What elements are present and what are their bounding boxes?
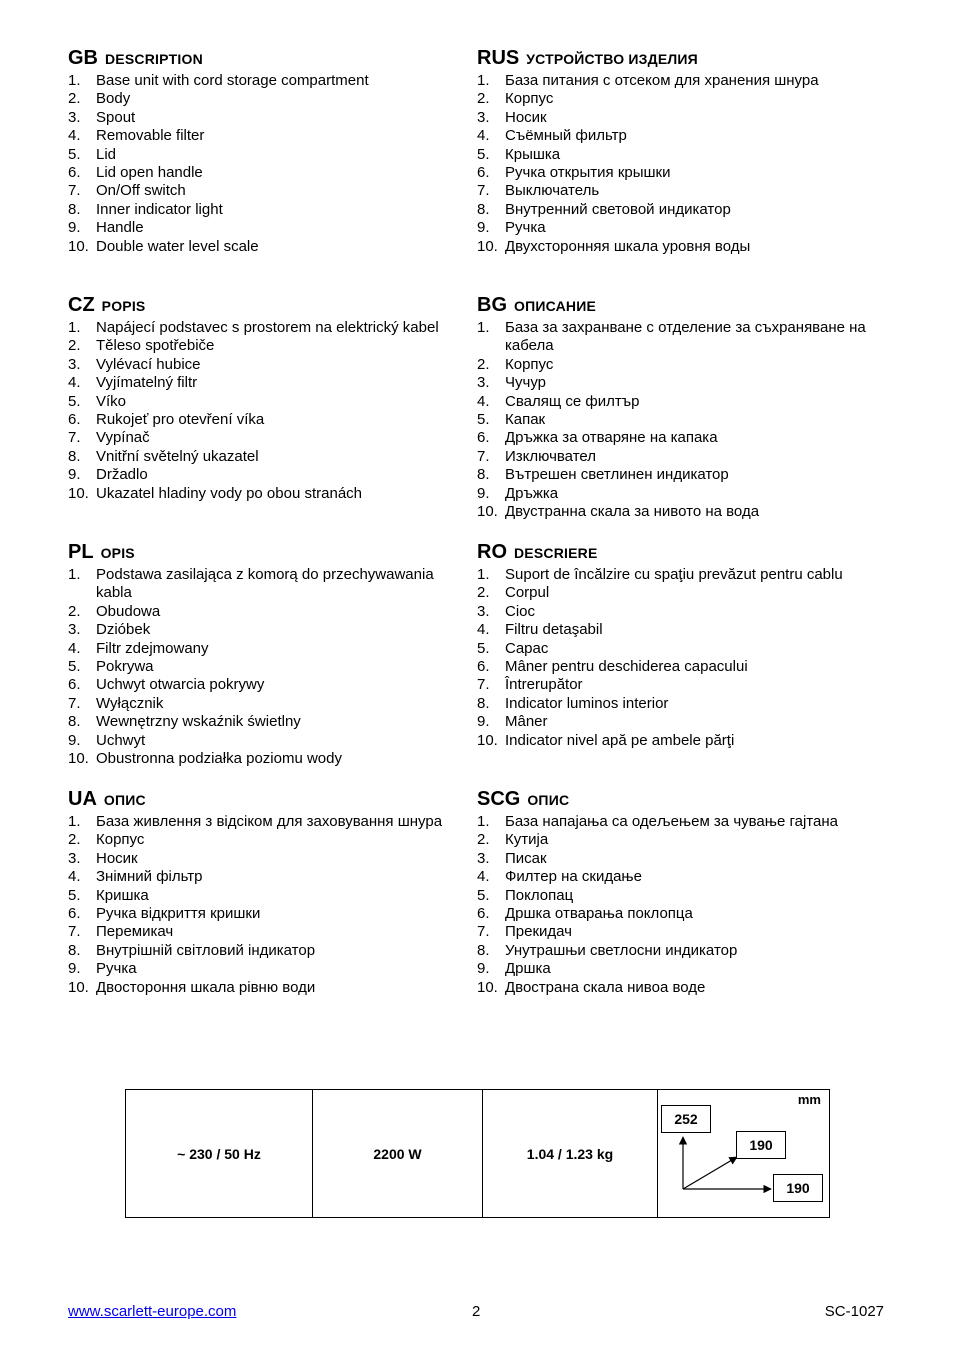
item-text: Носик [96,849,138,867]
list-item [68,429,468,447]
item-number: 8. [68,447,81,465]
list-item [477,164,877,182]
right-column [477,45,877,1033]
item-text: Base unit with cord storage compartment [96,72,369,89]
section-title: ОПИСАНИЕ [514,298,596,314]
list-item [477,393,877,411]
list-item [68,750,468,768]
list-item [68,448,468,466]
item-number: 3. [477,108,490,126]
section-ua [68,786,468,1033]
list-item [477,603,877,621]
depth-arrow [683,1157,737,1189]
item-text: Кришка [96,886,149,904]
model-number: SC-1027 [824,1303,884,1320]
item-number: 3. [477,374,490,392]
item-number: 10. [68,484,89,502]
section-title: ОПИС [103,792,146,808]
dimensions-diagram [658,1090,829,1217]
section-heading [68,292,468,319]
list-item [477,90,877,108]
specifications-table [125,1089,830,1218]
item-text: Двостороння шкала рівню води [96,978,316,996]
item-text: Mâner pentru deschiderea capacului [505,658,748,676]
section-gb [68,45,468,292]
parts-list [68,813,468,997]
section-title: POPIS [101,298,146,314]
item-number: 10. [68,237,89,255]
list-item [68,960,468,978]
item-text: Wyłącznik [96,694,164,712]
item-number: 7. [477,447,490,465]
list-item [68,676,468,694]
list-item [68,485,468,503]
item-number: 8. [477,466,490,484]
item-text: Дръжка [505,484,559,502]
list-item [68,658,468,676]
list-item [68,90,468,108]
item-number: 4. [477,127,490,145]
dimensions-cell [658,1090,830,1218]
item-number: 3. [68,108,81,126]
item-number: 8. [477,200,490,218]
list-item [477,923,877,941]
item-text: Вътрешен светлинен индикатор [505,466,729,484]
item-number: 2. [68,831,81,849]
list-item [68,201,468,219]
item-text: Vyjímatelný filtr [96,374,198,392]
item-number: 3. [68,621,81,639]
item-number: 5. [68,145,81,163]
item-text: Ручка открытия крышки [505,164,671,182]
item-text: Obustronna podziałka poziomu wody [96,750,342,768]
item-text: Съёмный фильтр [505,127,627,145]
list-item [477,72,877,90]
item-number: 1. [68,813,81,830]
list-item [477,182,877,200]
list-item [477,695,877,713]
item-text: Ручка [505,219,546,237]
list-item [68,942,468,960]
item-text: Lid open handle [96,164,203,182]
list-item [68,319,468,337]
item-text: Removable filter [96,127,205,145]
parts-list [477,319,877,521]
item-text: On/Off switch [96,182,186,200]
section-scg [477,786,877,1033]
section-rus [477,45,877,292]
section-heading [68,786,468,813]
item-text: Писак [505,849,547,867]
item-number: 6. [68,905,81,923]
item-number: 5. [68,886,81,904]
language-code: SCG [477,788,521,810]
list-item [68,831,468,849]
list-item [68,72,468,90]
item-number: 2. [68,90,81,108]
list-item [477,127,877,145]
section-heading [477,786,877,813]
item-text: Ukazatel hladiny vody po obou stranách [96,484,363,502]
item-number: 2. [477,831,490,849]
list-item [68,713,468,731]
list-item [68,905,468,923]
item-text: Capac [505,639,549,657]
list-item [477,621,877,639]
weight-cell: 1.04 / 1.23 kg [483,1090,658,1218]
item-number: 6. [477,905,490,923]
list-item [68,127,468,145]
item-number: 7. [68,923,81,941]
item-text: Крышка [505,145,561,163]
item-text: Носик [505,108,547,126]
item-number: 4. [68,868,81,886]
item-number: 5. [477,886,490,904]
item-number: 7. [477,182,490,200]
item-number: 9. [68,960,81,978]
item-text: Корпус [505,90,554,108]
list-item [68,337,468,355]
item-number: 6. [477,429,490,447]
list-item [477,109,877,127]
list-item [477,411,877,429]
list-item [477,640,877,658]
item-text: Филтер на скидање [505,868,642,886]
list-item [68,566,468,603]
item-number: 1. [477,319,490,336]
item-text: Vnitřní světelný ukazatel [96,447,259,465]
item-text: Vylévací hubice [96,355,201,373]
item-number: 3. [68,355,81,373]
list-item [477,658,877,676]
item-text: Indicator luminos interior [505,694,669,712]
item-number: 2. [68,337,81,355]
voltage-cell: ~ 230 / 50 Hz [126,1090,313,1218]
list-item [477,979,877,997]
list-item [477,429,877,447]
item-number: 2. [477,355,490,373]
item-number: 3. [68,849,81,867]
parts-list [477,72,877,256]
item-text: Handle [96,219,144,237]
item-text: Pokrywa [96,658,154,676]
section-heading [477,292,877,319]
list-item [477,942,877,960]
item-text: Перемикач [96,923,174,941]
item-text: Двухсторонняя шкала уровня воды [505,237,751,255]
item-text: Двострана скала нивоа воде [505,978,706,996]
item-number: 10. [477,503,498,521]
item-text: База живлення з відсіком для заховування шнура [96,813,443,830]
list-item [477,503,877,521]
item-number: 2. [477,90,490,108]
item-number: 3. [477,849,490,867]
item-text: Držadlo [96,466,148,484]
item-text: Прекидач [505,923,572,941]
item-text: Obudowa [96,602,161,620]
list-item [477,356,877,374]
item-number: 5. [477,639,490,657]
list-item [68,238,468,256]
height-value: 252 [661,1105,711,1133]
item-text: Дръжка за отваряне на капака [505,429,718,447]
list-item [68,813,468,831]
item-number: 7. [68,694,81,712]
item-number: 1. [477,566,490,583]
list-item [68,695,468,713]
item-text: Чучур [505,374,546,392]
list-item [477,448,877,466]
item-text: Rukojeť pro otevření víka [96,411,265,429]
item-text: Filtru detaşabil [505,621,603,639]
item-text: Întrerupător [505,676,583,694]
item-number: 2. [68,602,81,620]
section-cz [68,292,468,539]
item-text: Дршка отварања поклопца [505,905,693,923]
item-number: 8. [68,713,81,731]
item-number: 6. [68,164,81,182]
item-text: Капак [505,411,546,429]
item-number: 8. [68,941,81,959]
item-number: 5. [68,658,81,676]
language-code: CZ [68,294,95,316]
language-code: BG [477,294,507,316]
item-text: Indicator nivel apă pe ambele părţi [505,731,735,749]
item-number: 2. [477,584,490,602]
item-number: 6. [68,411,81,429]
list-item [68,923,468,941]
item-text: Inner indicator light [96,200,223,218]
item-text: Унутрашњи светлосни индикатор [505,941,738,959]
item-text: Spout [96,108,136,126]
left-column [68,45,468,1033]
item-text: База питания с отсеком для хранения шнура [505,72,819,89]
item-number: 5. [68,392,81,410]
parts-list [477,566,877,750]
item-text: Ручка відкриття кришки [96,905,261,923]
item-number: 10. [477,978,498,996]
list-item [477,676,877,694]
item-number: 10. [68,978,89,996]
item-text: Corpul [505,584,550,602]
parts-list [477,813,877,997]
item-number: 3. [477,602,490,620]
list-item [68,887,468,905]
list-item [68,374,468,392]
item-number: 6. [477,164,490,182]
parts-list [68,72,468,256]
section-title: OPIS [100,545,135,561]
item-text: Корпус [505,355,554,373]
item-text: Двустранна скала за нивото на вода [505,503,760,521]
section-title: ОПИС [527,792,570,808]
section-pl [68,539,468,786]
item-text: Těleso spotřebiče [96,337,215,355]
item-number: 9. [68,731,81,749]
item-number: 7. [68,182,81,200]
list-item [477,887,877,905]
parts-list [68,566,468,768]
item-number: 9. [68,466,81,484]
item-text: Vypínač [96,429,150,447]
item-number: 9. [477,960,490,978]
item-number: 8. [477,941,490,959]
item-text: Suport de încălzire cu spaţiu prevăzut pentru cablu [505,566,843,583]
language-code: GB [68,47,98,69]
item-number: 1. [68,319,81,336]
item-number: 7. [477,676,490,694]
list-item [68,356,468,374]
item-text: Свалящ се филтър [505,392,640,410]
power-cell: 2200 W [313,1090,483,1218]
list-item [477,732,877,750]
list-item [68,466,468,484]
item-number: 4. [68,639,81,657]
list-item [68,393,468,411]
language-code: RUS [477,47,520,69]
item-text: Víko [96,392,127,410]
item-number: 1. [68,566,81,583]
list-item [68,979,468,997]
item-number: 4. [477,868,490,886]
item-text: Napájecí podstavec s prostorem na elektrický kabel [96,319,439,336]
item-text: Dzióbek [96,621,151,639]
section-heading [477,539,877,566]
item-text: Uchwyt [96,731,146,749]
item-number: 5. [477,411,490,429]
item-text: База за захранване с отделение за съхраняване на кабела [505,319,866,355]
list-item [477,566,877,584]
list-item [477,905,877,923]
section-bg [477,292,877,539]
list-item [477,238,877,256]
item-text: Filtr zdejmowany [96,639,209,657]
item-text: Корпус [96,831,145,849]
list-item [477,850,877,868]
item-text: Поклопац [505,886,574,904]
item-number: 9. [477,713,490,731]
list-item [68,640,468,658]
list-item [68,621,468,639]
item-number: 4. [68,127,81,145]
language-code: RO [477,541,507,563]
item-text: Внутрішній світловий індикатор [96,941,316,959]
list-item [68,164,468,182]
item-number: 8. [68,200,81,218]
item-number: 9. [68,219,81,237]
list-item [68,219,468,237]
section-title: DESCRIERE [514,545,598,561]
item-number: 9. [477,219,490,237]
list-item [477,813,877,831]
item-number: 9. [477,484,490,502]
list-item [477,319,877,356]
page-number: 2 [472,1303,481,1320]
item-text: Выключатель [505,182,600,200]
item-number: 8. [477,694,490,712]
language-code: UA [68,788,97,810]
item-number: 1. [477,72,490,89]
item-number: 5. [477,145,490,163]
parts-list [68,319,468,503]
item-number: 10. [477,237,498,255]
item-text: Знімний фільтр [96,868,203,886]
item-number: 6. [68,676,81,694]
item-number: 7. [68,429,81,447]
list-item [477,374,877,392]
list-item [68,146,468,164]
list-item [477,831,877,849]
list-item [477,146,877,164]
item-number: 4. [477,392,490,410]
list-item [68,109,468,127]
section-title: DESCRIPTION [105,51,203,67]
list-item [477,868,877,886]
list-item [68,603,468,621]
section-title: УСТРОЙСТВО ИЗДЕЛИЯ [526,51,698,67]
item-number: 10. [68,750,89,768]
item-text: Mâner [505,713,548,731]
item-number: 4. [477,621,490,639]
item-text: Double water level scale [96,237,259,255]
item-text: Podstawa zasilająca z komorą do przechywawania kabla [96,566,434,602]
item-text: Кутија [505,831,549,849]
item-text: Wewnętrzny wskaźnik świetlny [96,713,301,731]
item-text: Uchwyt otwarcia pokrywy [96,676,265,694]
item-text: Дршка [505,960,551,978]
list-item [68,182,468,200]
item-number: 4. [68,374,81,392]
item-number: 1. [68,72,81,89]
list-item [68,732,468,750]
website-link[interactable]: www.scarlett-europe.com [68,1303,237,1320]
section-ro [477,539,877,786]
item-text: Ручка [96,960,137,978]
list-item [477,584,877,602]
item-text: Cioc [505,602,536,620]
list-item [68,411,468,429]
list-item [477,960,877,978]
list-item [477,201,877,219]
list-item [68,868,468,886]
item-text: База напајања са одељењем за чување гајтана [505,813,838,830]
width-value: 190 [773,1174,823,1202]
item-text: Lid [96,145,117,163]
list-item [477,485,877,503]
unit-label: mm [797,1092,821,1107]
item-number: 10. [477,731,498,749]
list-item [477,219,877,237]
depth-value: 190 [736,1131,786,1159]
item-text: Изключвател [505,447,596,465]
language-code: PL [68,541,94,563]
section-heading [68,539,468,566]
item-number: 6. [477,658,490,676]
item-text: Внутренний световой индикатор [505,200,731,218]
section-heading [477,45,877,72]
list-item [477,466,877,484]
item-number: 1. [477,813,490,830]
list-item [68,850,468,868]
item-number: 7. [477,923,490,941]
list-item [477,713,877,731]
item-text: Body [96,90,131,108]
section-heading [68,45,468,72]
